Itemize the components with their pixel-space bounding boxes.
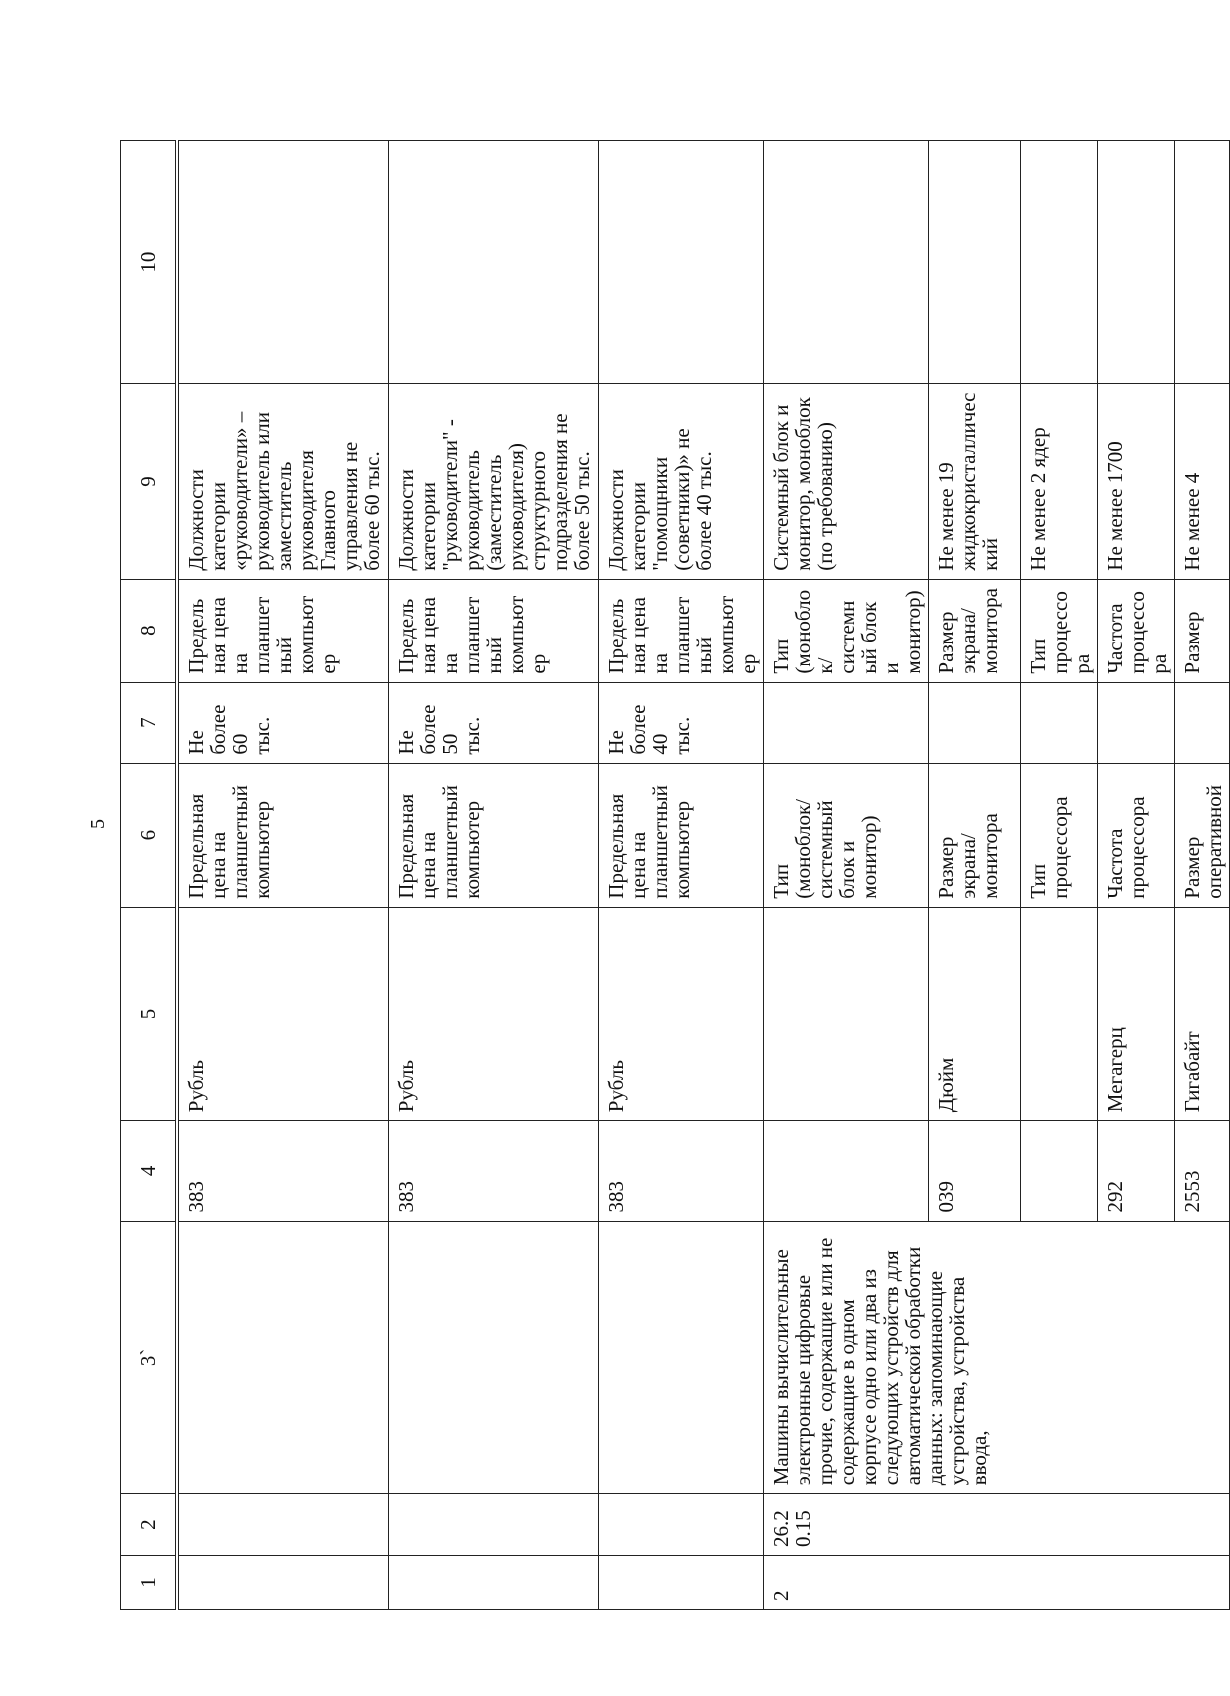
cell-code: 383 — [177, 1121, 389, 1221]
cell-value-2: Не менее 2 ядер — [1021, 384, 1098, 580]
cell-characteristic-2: Тип процессора — [1021, 579, 1098, 682]
cell-characteristic: Размер оперативной — [1175, 763, 1230, 907]
cell-code: 2553 — [1175, 1121, 1230, 1221]
cell-code: 383 — [389, 1121, 599, 1221]
cell-col2 — [389, 1494, 599, 1556]
cell-col10 — [1021, 141, 1098, 384]
cell-characteristic-2: Размер — [1175, 579, 1230, 682]
cell-value: Не более 40 тыс. — [599, 682, 764, 763]
cell-value — [929, 682, 1021, 763]
col-header-4: 4 — [121, 1121, 177, 1221]
cell-characteristic: Предельная цена на планшетный компьютер — [389, 763, 599, 907]
cell-characteristic-2: Размер экрана/монитора — [929, 579, 1021, 682]
cell-value-2: Должности категории "помощники (советники)» не более 40 тыс. — [599, 384, 764, 580]
cell-col1 — [389, 1555, 599, 1609]
spec-table — [120, 140, 1230, 1610]
cell-unit: Рубль — [177, 907, 389, 1121]
col-header-10: 10 — [121, 141, 177, 384]
col-header-3: 3` — [121, 1221, 177, 1494]
col-header-1: 1 — [121, 1555, 177, 1609]
col-header-2: 2 — [121, 1494, 177, 1556]
cell-col10 — [177, 141, 389, 384]
cell-value-2: Не менее 1700 — [1098, 384, 1175, 580]
cell-col10 — [929, 141, 1021, 384]
cell-col10 — [1175, 141, 1230, 384]
cell-code — [764, 1121, 929, 1221]
col-header-8: 8 — [121, 579, 177, 682]
cell-unit — [764, 907, 929, 1121]
cell-col3 — [177, 1221, 389, 1494]
col-header-6: 6 — [121, 763, 177, 907]
cell-characteristic: Размер экрана/монитора — [929, 763, 1021, 907]
cell-characteristic-2: Предельная цена на планшетный компьютер — [177, 579, 389, 682]
cell-characteristic: Тип процессора — [1021, 763, 1098, 907]
cell-col10 — [389, 141, 599, 384]
okpd-code: 26.20.15 — [764, 1494, 1230, 1556]
cell-value-2: Системный блок и монитор, моноблок (по требованию) — [764, 384, 929, 580]
cell-col10 — [599, 141, 764, 384]
cell-characteristic-2: Предельная цена на планшетный компьютер — [389, 579, 599, 682]
cell-unit: Мегагерц — [1098, 907, 1175, 1121]
header-row — [121, 141, 177, 1610]
cell-unit: Дюйм — [929, 907, 1021, 1121]
cell-col3 — [599, 1221, 764, 1494]
table-row — [764, 141, 929, 1610]
cell-code: 039 — [929, 1121, 1021, 1221]
cell-characteristic-2: Частота процессора — [1098, 579, 1175, 682]
cell-unit: Рубль — [599, 907, 764, 1121]
cell-code — [1021, 1121, 1098, 1221]
rotated-table-wrapper — [120, 140, 1226, 1610]
cell-characteristic-2: Предельная цена на планшетный компьютер — [599, 579, 764, 682]
cell-col2 — [177, 1494, 389, 1556]
col-header-7: 7 — [121, 682, 177, 763]
cell-unit: Гигабайт — [1175, 907, 1230, 1121]
cell-characteristic-2: Тип (моноблок/системный блок и монитор) — [764, 579, 929, 682]
cell-unit — [1021, 907, 1098, 1121]
product-name: Машины вычислительные электронные цифровые прочие, содержащие или не содержащие в одном корпусе одно или два из следующих устройств для автоматической обработки данных: запоминающие устройства, устройства ввода, — [764, 1221, 1230, 1494]
col-header-5: 5 — [121, 907, 177, 1121]
table-row — [389, 141, 599, 1610]
cell-value — [764, 682, 929, 763]
table-row — [599, 141, 764, 1610]
col-header-9: 9 — [121, 384, 177, 580]
cell-value: Не более 60 тыс. — [177, 682, 389, 763]
cell-value-2: Не менее 19 жидкокристаллический — [929, 384, 1021, 580]
cell-value-2: Должности категории «руководители» – руководитель или заместитель руководителя Главного управления не более 60 тыс. — [177, 384, 389, 580]
page-number: 5 — [87, 819, 109, 829]
cell-col10 — [1098, 141, 1175, 384]
cell-code: 383 — [599, 1121, 764, 1221]
cell-col1 — [177, 1555, 389, 1609]
cell-characteristic: Предельная цена на планшетный компьютер — [599, 763, 764, 907]
table-row — [177, 141, 389, 1610]
cell-col2 — [599, 1494, 764, 1556]
cell-code: 292 — [1098, 1121, 1175, 1221]
cell-value — [1098, 682, 1175, 763]
cell-col1 — [599, 1555, 764, 1609]
cell-unit: Рубль — [389, 907, 599, 1121]
row-number: 2 — [764, 1555, 1230, 1609]
cell-characteristic: Частота процессора — [1098, 763, 1175, 907]
cell-value-2: Должности категории "руководители" - руководитель (заместитель руководителя) структурного подразделения не более 50 тыс. — [389, 384, 599, 580]
cell-value: Не более 50 тыс. — [389, 682, 599, 763]
cell-col3 — [389, 1221, 599, 1494]
cell-col10 — [764, 141, 929, 384]
cell-value-2: Не менее 4 — [1175, 384, 1230, 580]
cell-characteristic: Тип (моноблок/системный блок и монитор) — [764, 763, 929, 907]
cell-characteristic: Предельная цена на планшетный компьютер — [177, 763, 389, 907]
cell-value — [1175, 682, 1230, 763]
cell-value — [1021, 682, 1098, 763]
